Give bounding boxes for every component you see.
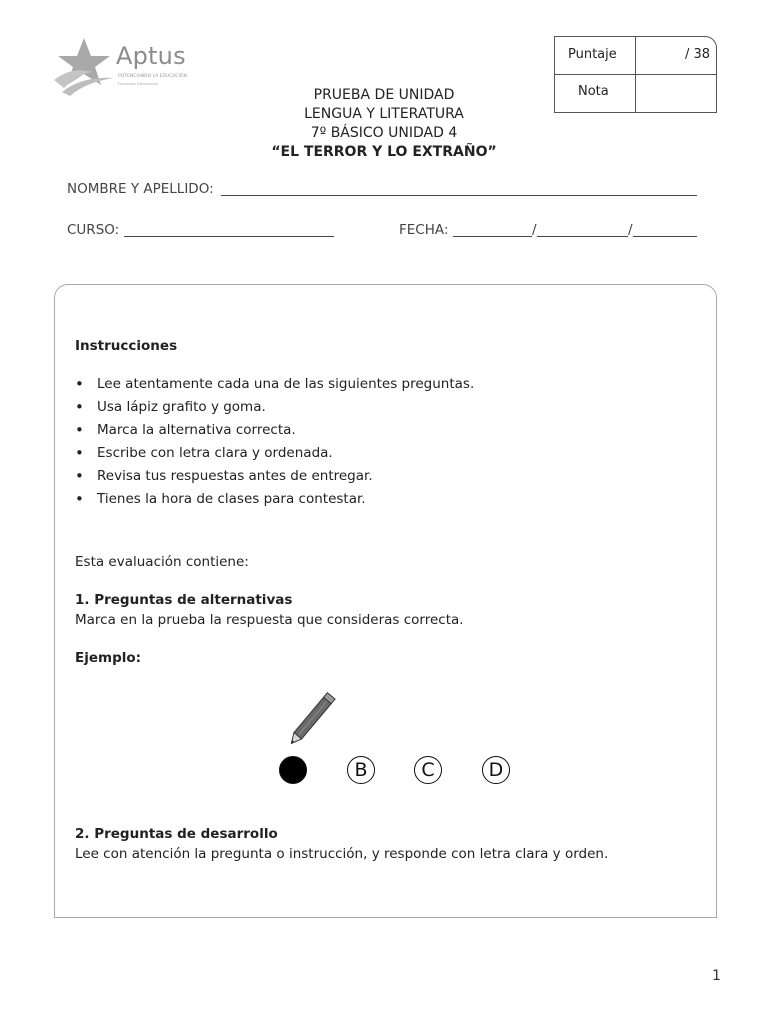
section-1-title: 1. Preguntas de alternativas <box>75 592 293 608</box>
date-month-field[interactable] <box>537 236 628 237</box>
pencil-icon <box>284 684 348 752</box>
title-line-1: PRUEBA DE UNIDAD <box>313 87 455 103</box>
list-item: • Escribe con letra clara y ordenada. <box>75 442 675 465</box>
course-label: CURSO: <box>67 222 120 238</box>
option-b-bubble[interactable]: B <box>347 756 375 784</box>
logo-name: Aptus <box>116 42 186 70</box>
star-logo-icon <box>52 36 116 98</box>
page-number: 1 <box>712 968 721 984</box>
list-item: • Revisa tus respuestas antes de entregar. <box>75 465 675 488</box>
date-year-field[interactable] <box>633 236 697 237</box>
test-title <box>184 86 584 162</box>
date-separator-1: / <box>532 222 537 238</box>
list-item: • Lee atentamente cada una de las siguientes preguntas. <box>75 373 675 396</box>
title-line-4: “EL TERROR Y LO EXTRAÑO” <box>271 144 497 160</box>
name-field[interactable] <box>221 195 697 196</box>
list-item: • Tienes la hora de clases para contestar. <box>75 488 675 511</box>
date-label: FECHA: <box>399 222 449 238</box>
option-d-bubble[interactable]: D <box>482 756 510 784</box>
option-a-bubble-filled[interactable] <box>279 756 307 784</box>
evaluation-contains: Esta evaluación contiene: <box>75 554 249 570</box>
logo-subtagline: Fundación Educacional <box>118 82 159 86</box>
date-day-field[interactable] <box>453 236 532 237</box>
instructions-list <box>75 373 675 511</box>
date-separator-2: / <box>628 222 633 238</box>
example-label: Ejemplo: <box>75 650 142 666</box>
name-label: NOMBRE Y APELLIDO: <box>67 181 214 197</box>
course-field[interactable] <box>124 236 334 237</box>
section-2-text: Lee con atención la pregunta o instrucción, y responde con letra clara y orden. <box>75 846 609 862</box>
aptus-logo <box>52 36 202 98</box>
puntaje-value: / 38 <box>684 47 710 62</box>
puntaje-label: Puntaje <box>568 47 617 62</box>
list-item: • Usa lápiz grafito y goma. <box>75 396 675 419</box>
title-line-2: LENGUA Y LITERATURA <box>304 106 464 122</box>
section-2-title: 2. Preguntas de desarrollo <box>75 826 278 842</box>
section-1-text: Marca en la prueba la respuesta que consideras correcta. <box>75 612 464 628</box>
nota-label: Nota <box>578 84 609 99</box>
instructions-heading: Instrucciones <box>75 338 178 354</box>
title-line-3: 7º BÁSICO UNIDAD 4 <box>310 125 458 141</box>
logo-tagline: POTENCIANDO LA EDUCACIÓN <box>118 74 187 79</box>
list-item: • Marca la alternativa correcta. <box>75 419 675 442</box>
option-c-bubble[interactable]: C <box>414 756 442 784</box>
